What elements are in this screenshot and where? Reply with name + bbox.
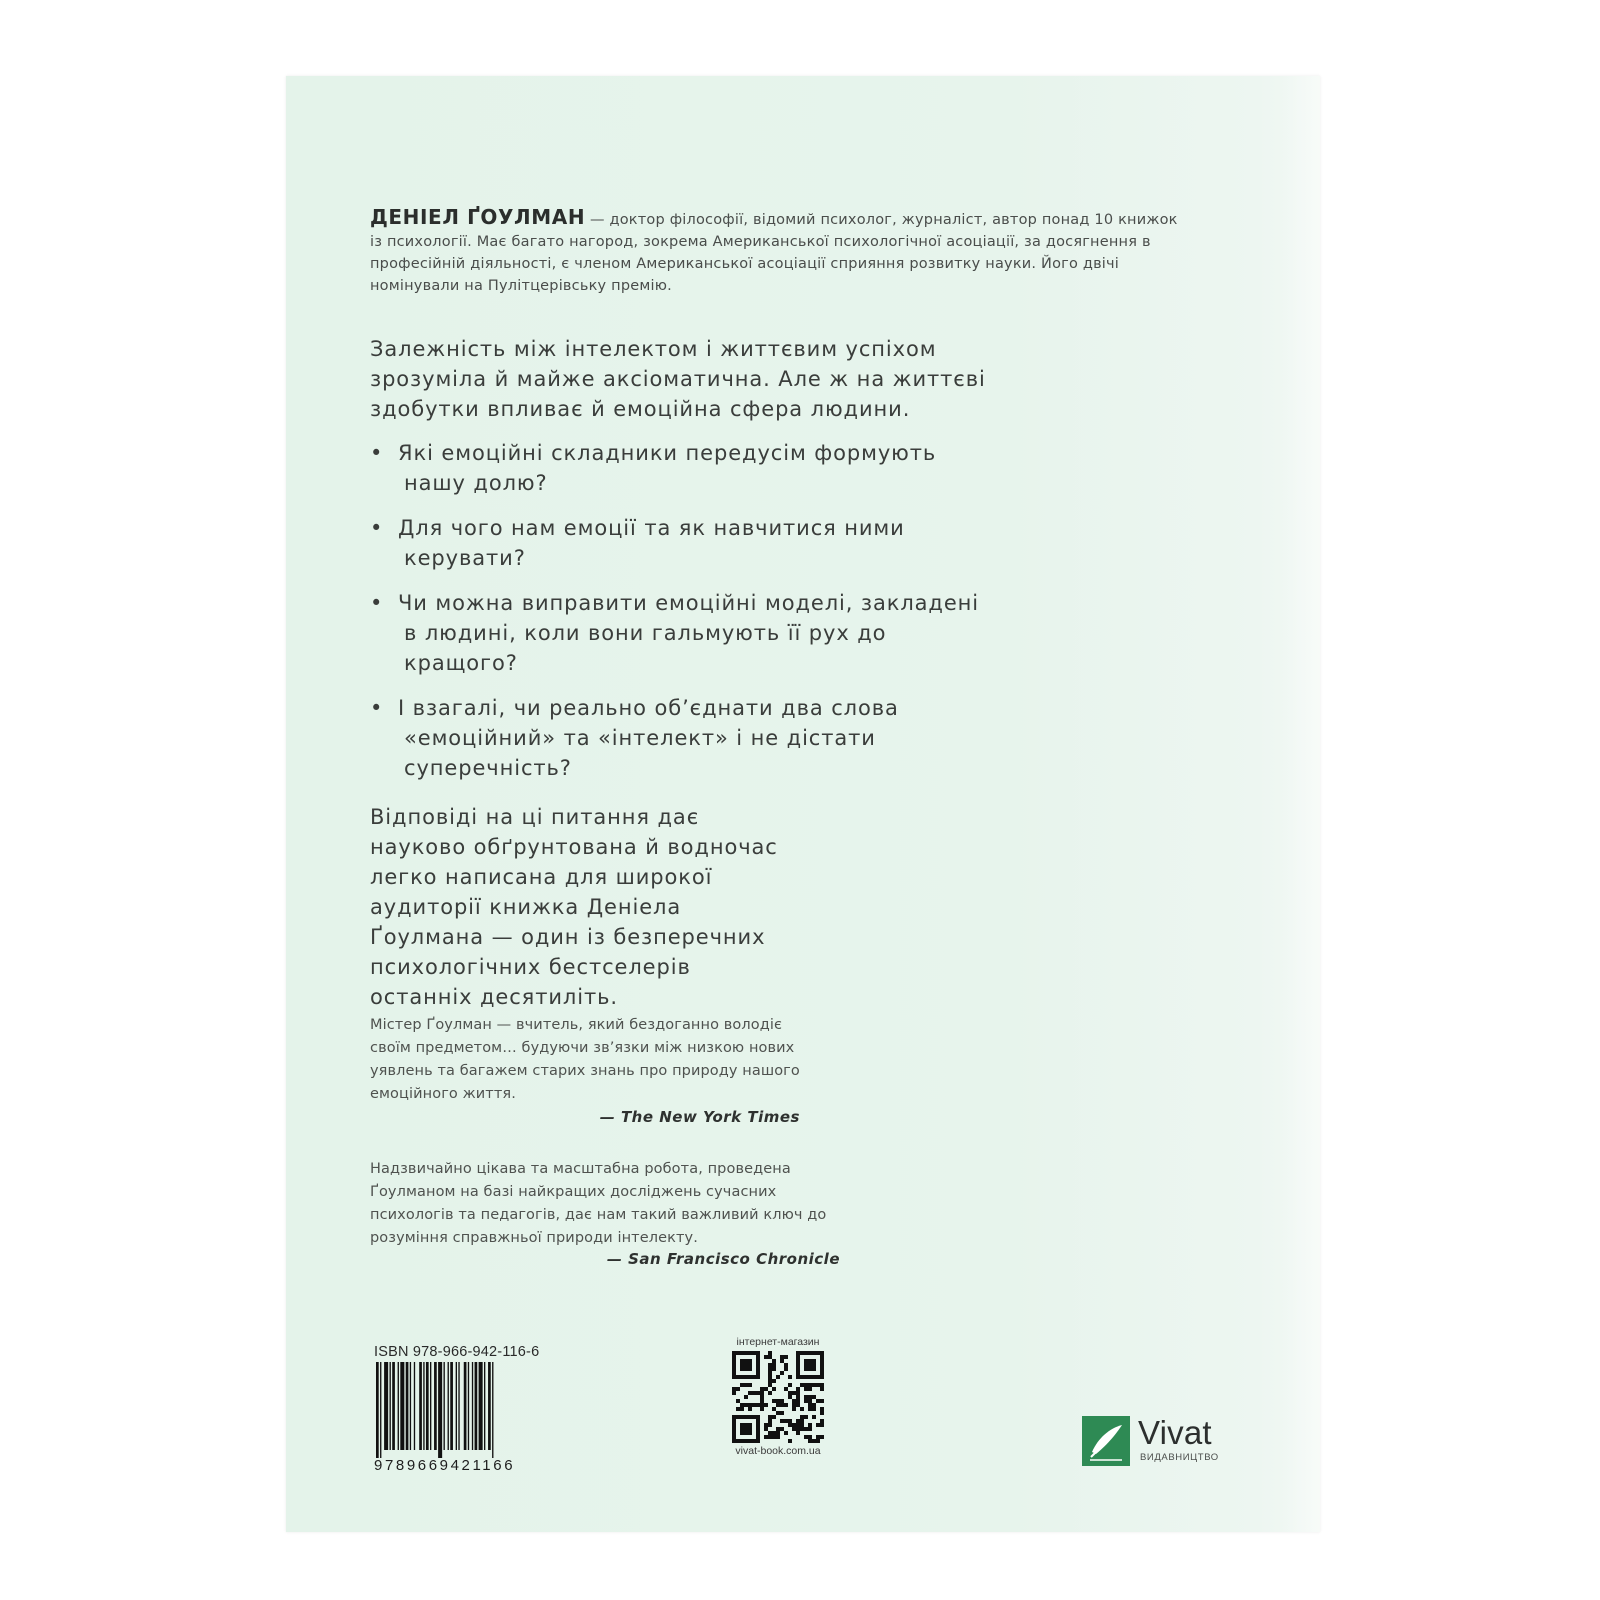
- review-source: — San Francisco Chronicle: [606, 1250, 840, 1268]
- isbn-label: ISBN 978-966-942-116-6: [374, 1344, 540, 1360]
- barcode-icon: [374, 1362, 540, 1458]
- publisher-logo: [1082, 1416, 1222, 1470]
- barcode-digits: 9789669421166: [374, 1457, 516, 1474]
- cover-edge-highlight: [1282, 76, 1320, 1532]
- bullet-icon: •: [370, 441, 384, 465]
- review-quote: [370, 1158, 840, 1271]
- bullet-icon: •: [370, 696, 384, 720]
- author-bio: [370, 206, 1190, 297]
- qr-caption-top: інтернет-магазин: [736, 1336, 820, 1348]
- review-quote: [370, 1014, 800, 1129]
- list-item: [370, 438, 990, 498]
- question-text: І взагалі, чи реально об’єднати два слова «емоційний» та «інтелект» і не дістати суперечність?: [398, 696, 899, 780]
- review-text: Надзвичайно цікава та масштабна робота, проведена Ґоулманом на базі найкращих досліджень сучасних психологів та педагогів, дає нам такий важливий ключ до розуміння справжньої природи інтелекту.: [370, 1161, 827, 1246]
- isbn-barcode-block: [374, 1344, 544, 1474]
- question-text: Чи можна виправити емоційні моделі, закладені в людині, коли вони гальмують її рух до кращого?: [398, 591, 980, 675]
- list-item: [370, 588, 990, 678]
- author-name: ДЕНІЕЛ ҐОУЛМАН: [370, 205, 586, 229]
- book-back-cover: [286, 76, 1320, 1532]
- qr-block: [728, 1336, 828, 1457]
- lead-paragraph: Залежність між інтелектом і життєвим успіхом зрозуміла й майже аксіоматична. Але ж на життєві здобутки впливає й емоційна сфера людини.: [370, 337, 986, 421]
- publisher-subtitle: ВИДАВНИЦТВО: [1140, 1452, 1219, 1463]
- question-text: Які емоційні складники передусім формують нашу долю?: [398, 441, 937, 495]
- author-bio-text: — доктор філософії, відомий психолог, журналіст, автор понад 10 книжок із психології. Має багато нагород, зокрема Американської психологічної асоціації, за досягнення в професійній діяльності, є членом Американської асоціації сприяння розвитку науки. Його двічі номінували на Пулітцерівську премію.: [370, 212, 1178, 294]
- question-list: [370, 438, 990, 798]
- bullet-icon: •: [370, 516, 384, 540]
- feather-icon: [1082, 1416, 1130, 1466]
- answer-paragraph: Відповіді на ці питання дає науково обґрунтована й водночас легко написана для широкої аудиторії книжка Деніела Ґоулмана — один із безперечних психологічних бестселерів останніх десятиліть.: [370, 805, 778, 1009]
- list-item: [370, 513, 990, 573]
- question-text: Для чого нам емоції та як навчитися ними керувати?: [398, 516, 905, 570]
- review-source: — The New York Times: [599, 1108, 800, 1126]
- qr-code-icon[interactable]: [732, 1351, 824, 1443]
- bullet-icon: •: [370, 591, 384, 615]
- review-text: Містер Ґоулман — вчитель, який бездоганно володіє своїм предметом… будуючи зв’язки між низкою нових уявлень та багажем старих знань про природу нашого емоційного життя.: [370, 1017, 800, 1102]
- qr-caption-url: vivat-book.com.ua: [735, 1445, 821, 1457]
- list-item: [370, 693, 990, 783]
- publisher-name: Vivat: [1138, 1414, 1212, 1451]
